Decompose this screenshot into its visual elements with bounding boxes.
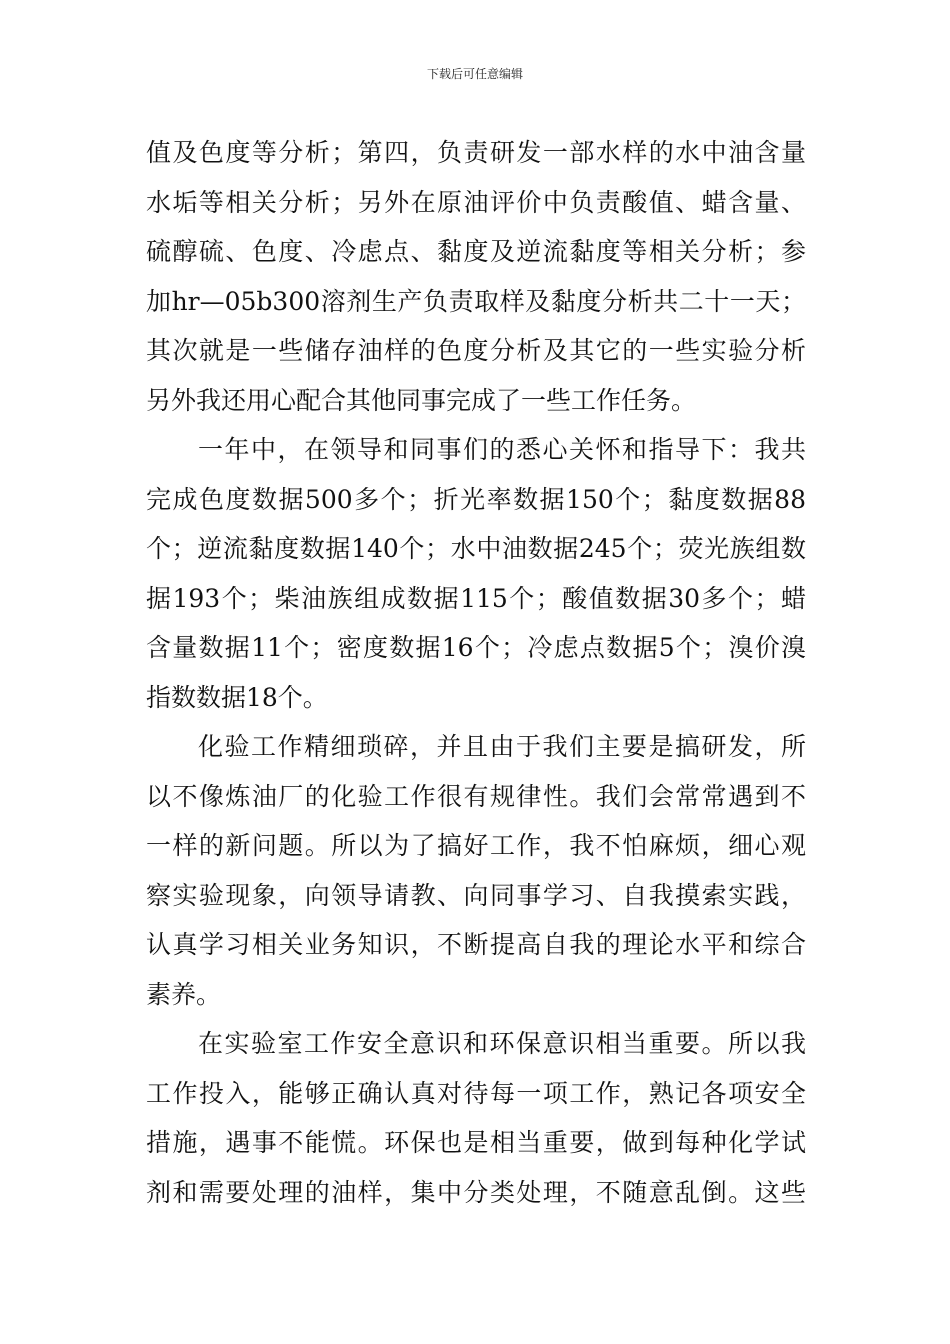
text-line: 据193个；柴油族组成数据115个；酸值数据30多个；蜡 (146, 583, 806, 613)
text-line: 硫醇硫、色度、冷虑点、黏度及逆流黏度等相关分析；参 (146, 237, 806, 266)
text-line: 一样的新问题。所以为了搞好工作，我不怕麻烦，细心观 (146, 831, 806, 860)
text-line: 工作投入，能够正确认真对待每一项工作，熟记各项安全 (146, 1078, 806, 1108)
text-line: 水垢等相关分析；另外在原油评价中负责酸值、蜡含量、 (146, 187, 806, 217)
text-line: 值及色度等分析；第四，负责研发一部水样的水中油含量 (146, 138, 806, 167)
text-line: 一年中，在领导和同事们的悉心关怀和指导下：我共 (198, 435, 806, 464)
paragraph-1 (146, 128, 806, 425)
text-line: 措施，遇事不能慌。环保也是相当重要，做到每种化学试 (146, 1128, 806, 1157)
paragraph-2 (146, 425, 806, 722)
text-line: 剂和需要处理的油样，集中分类处理，不随意乱倒。这些 (146, 1177, 806, 1207)
text-line: 在实验室工作安全意识和环保意识相当重要。所以我 (198, 1029, 806, 1058)
paragraph-4 (146, 1019, 806, 1217)
text-line: 察实验现象，向领导请教、向同事学习、自我摸索实践， (146, 880, 806, 910)
text-line: 素养。 (146, 979, 222, 1009)
text-line: 个；逆流黏度数据140个；水中油数据245个；荧光族组数 (146, 534, 806, 563)
text-line: 加hr—05b300溶剂生产负责取样及黏度分析共二十一天； (146, 286, 806, 316)
paragraph-3 (146, 722, 806, 1019)
text-line: 指数数据18个。 (146, 682, 328, 712)
text-line: 其次就是一些储存油样的色度分析及其它的一些实验分析 (146, 336, 806, 365)
document-body (146, 128, 806, 1217)
page-header: 下载后可任意编辑 (426, 67, 523, 81)
text-line: 完成色度数据500多个；折光率数据150个；黏度数据88 (146, 484, 806, 514)
text-line: 含量数据11个；密度数据16个；冷虑点数据5个；溴价溴 (146, 633, 806, 662)
text-line: 以不像炼油厂的化验工作很有规律性。我们会常常遇到不 (146, 781, 806, 811)
text-line: 另外我还用心配合其他同事完成了一些工作任务。 (146, 385, 697, 415)
text-line: 认真学习相关业务知识，不断提高自我的理论水平和综合 (146, 930, 806, 959)
text-line: 化验工作精细琐碎，并且由于我们主要是搞研发，所 (198, 732, 806, 761)
